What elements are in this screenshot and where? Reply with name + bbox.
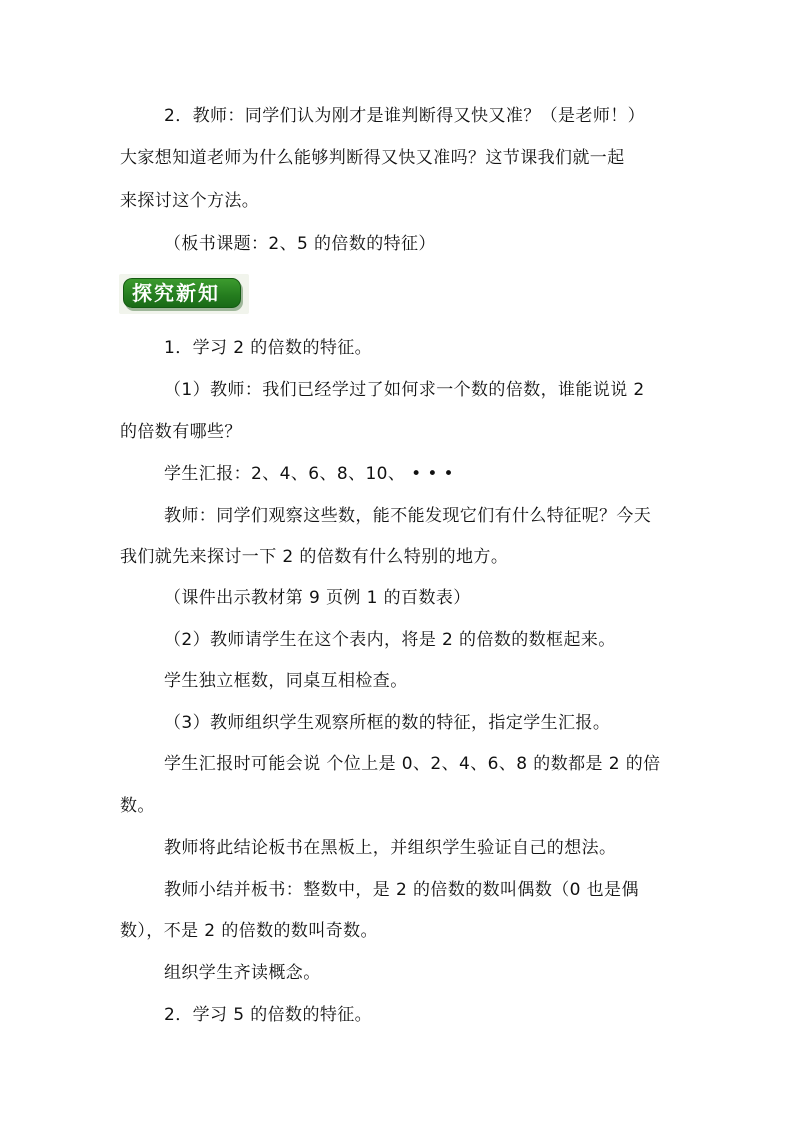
- section-badge-plate: [123, 278, 241, 308]
- section-badge: [119, 274, 249, 314]
- section-badge-label: 探究新知: [132, 281, 220, 305]
- paragraph-line: 的倍数有哪些？: [120, 422, 242, 442]
- paragraph-line: （板书课题：2、5 的倍数的特征）: [164, 234, 436, 254]
- paragraph-line: 学生汇报时可能会说 个位上是 0、2、4、6、8 的数都是 2 的倍: [164, 754, 661, 774]
- paragraph-line: （1）教师：我们已经学过了如何求一个数的倍数，谁能说说 2: [164, 380, 645, 400]
- paragraph-line: （课件出示教材第 9 页例 1 的百数表）: [164, 588, 471, 608]
- paragraph-line: 教师将此结论板书在黑板上，并组织学生验证自己的想法。: [164, 838, 617, 858]
- paragraph-line: 教师：同学们观察这些数，能不能发现它们有什么特征呢？今天: [164, 506, 652, 526]
- paragraph-line: （3）教师组织学生观察所框的数的特征，指定学生汇报。: [164, 713, 611, 733]
- paragraph-line: 数。: [120, 796, 155, 816]
- paragraph-line: 组织学生齐读概念。: [164, 963, 321, 983]
- paragraph-line: 我们就先来探讨一下 2 的倍数有什么特别的地方。: [120, 547, 509, 567]
- paragraph-line: 数），不是 2 的倍数的数叫奇数。: [120, 921, 378, 941]
- paragraph-line: 2．学习 5 的倍数的特征。: [164, 1005, 373, 1025]
- paragraph-line: 来探讨这个方法。: [120, 191, 260, 211]
- paragraph-line: （2）教师请学生在这个表内，将是 2 的倍数的数框起来。: [164, 630, 616, 650]
- paragraph-line: 学生独立框数，同桌互相检查。: [164, 671, 408, 691]
- paragraph-line: 大家想知道老师为什么能够判断得又快又准吗？这节课我们就一起: [120, 148, 625, 168]
- paragraph-line: 1．学习 2 的倍数的特征。: [164, 338, 373, 358]
- paragraph-line: 2．教师：同学们认为刚才是谁判断得又快又准？（是老师！）: [164, 106, 646, 126]
- paragraph-line: 教师小结并板书：整数中，是 2 的倍数的数叫偶数（0 也是偶: [164, 880, 639, 900]
- paragraph-line: 学生汇报：2、4、6、8、10、 • • •: [164, 464, 454, 484]
